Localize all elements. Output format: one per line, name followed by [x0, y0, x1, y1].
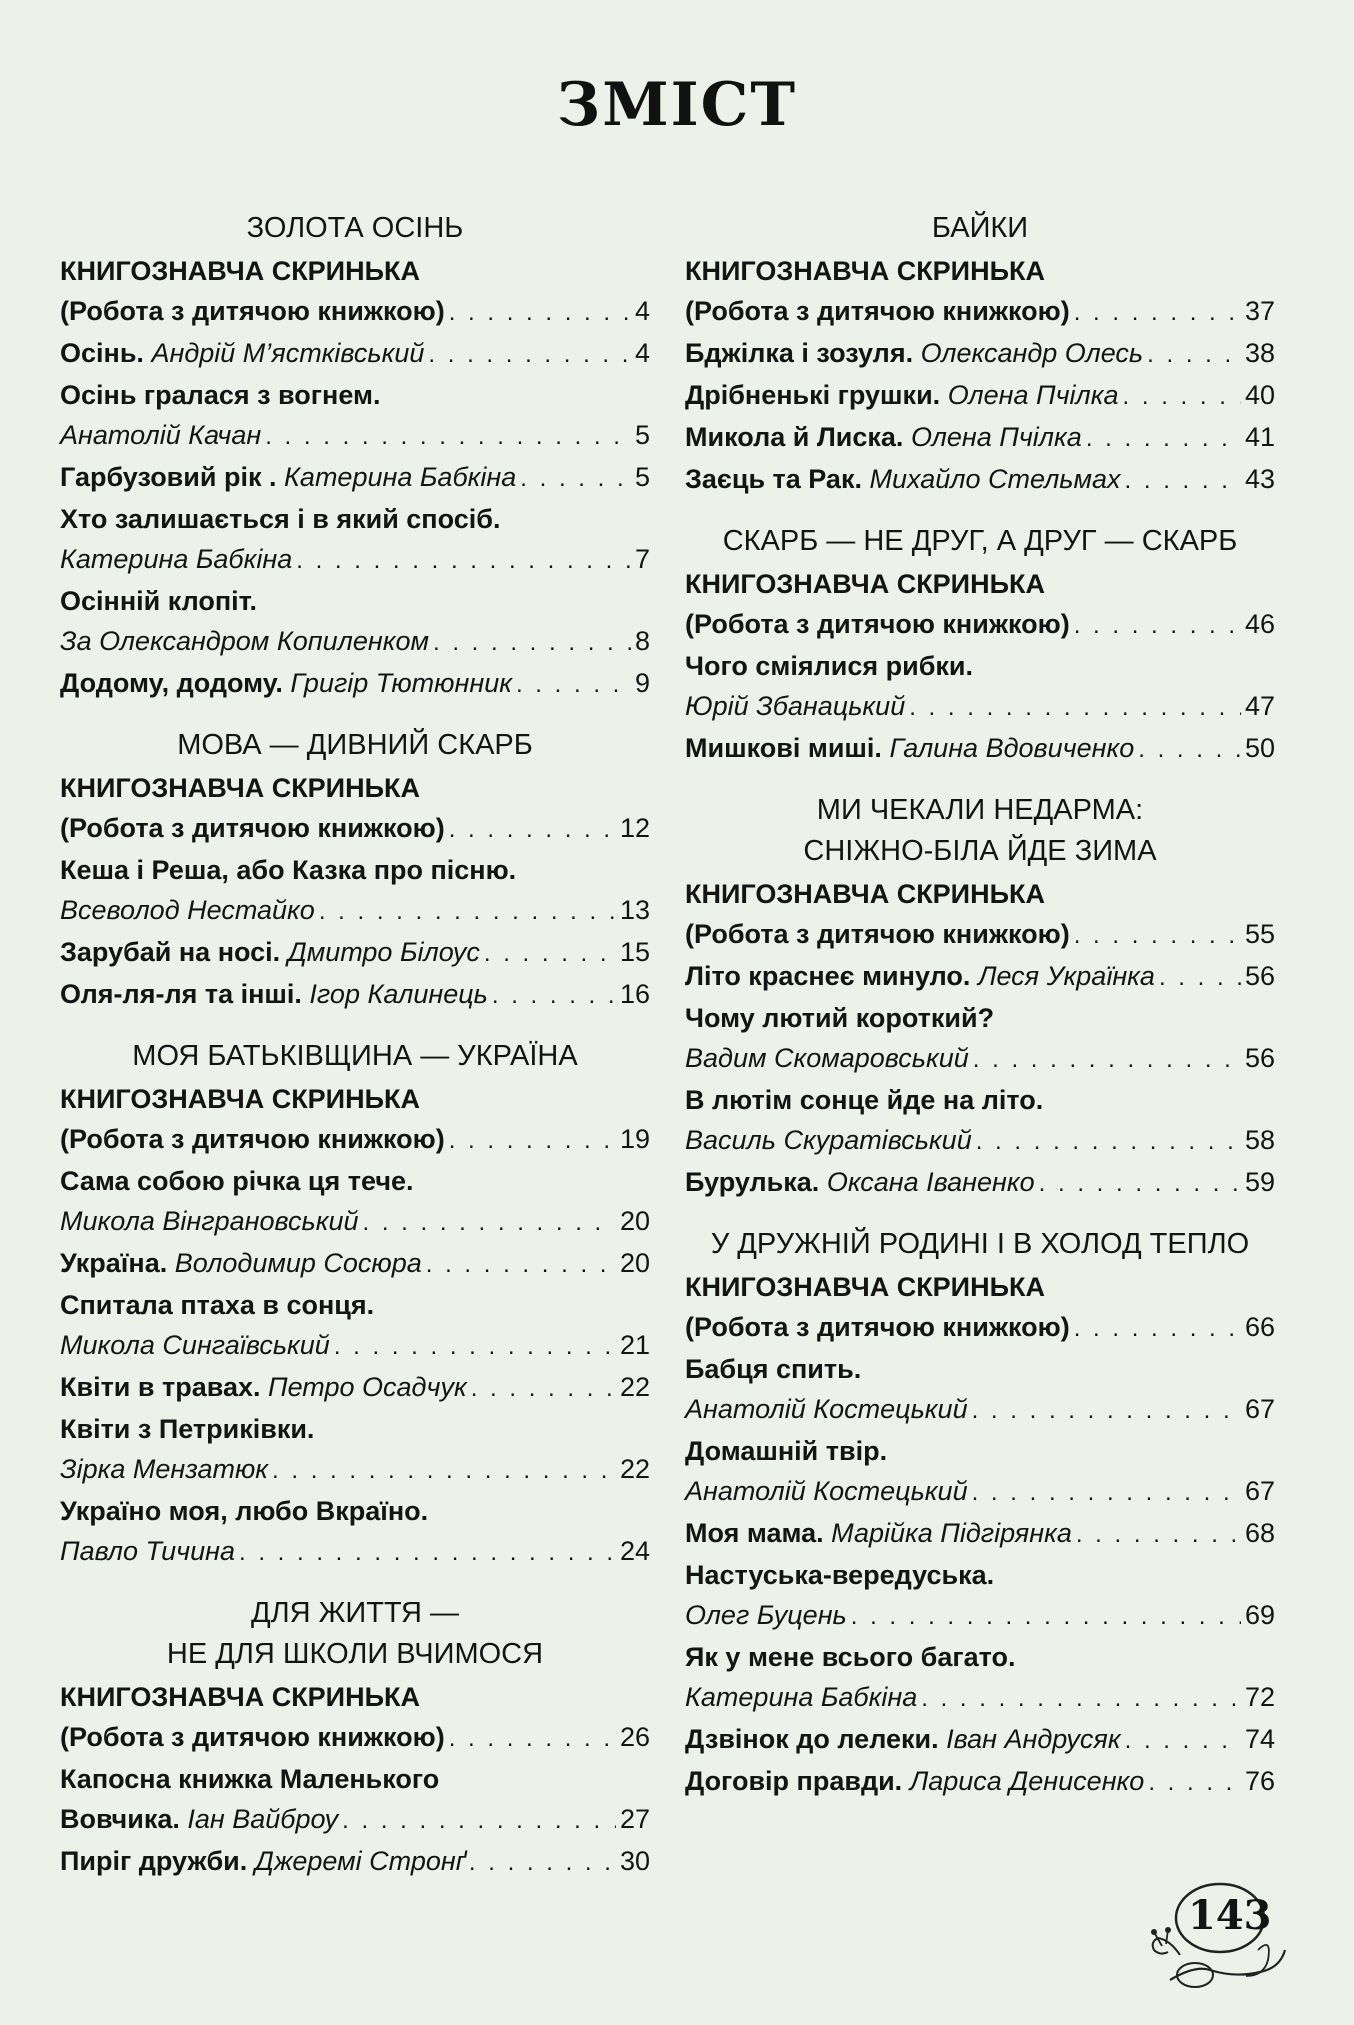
- toc-entry[interactable]: [685, 1677, 1275, 1719]
- entry-title: Хто залишається і в який спосіб.: [60, 504, 501, 534]
- dot-leader: [1074, 916, 1241, 956]
- dot-leader: [428, 335, 631, 375]
- page-number-badge: [1140, 1880, 1300, 2000]
- section-heading: У ДРУЖНІЙ РОДИНІ І В ХОЛОД ТЕПЛО: [710, 1228, 1250, 1260]
- entry-author: Катерина Бабкіна: [685, 1682, 918, 1712]
- entry-page-number: 20: [619, 1206, 650, 1236]
- spacer: [819, 1162, 827, 1202]
- entry-author: Григір Тютюнник: [290, 668, 512, 698]
- entry-author: Зірка Мензатюк: [60, 1454, 269, 1484]
- section-heading: СНІЖНО-БІЛА ЙДЕ ЗИМА: [803, 835, 1157, 867]
- entry-page-number: 55: [1244, 919, 1275, 949]
- entry-author: Юрій Збанацький: [685, 691, 906, 721]
- dot-leader: [976, 1122, 1241, 1162]
- entry-author: Анатолій Качан: [60, 420, 262, 450]
- entry-title: Україно моя, любо Вкраїно.: [60, 1496, 429, 1526]
- entry-title: Чому лютий короткий?: [685, 1003, 995, 1033]
- entry-title: (Робота з дитячою книжкою): [60, 1722, 445, 1752]
- toc-entry[interactable]: [685, 914, 1275, 956]
- toc-entry[interactable]: [60, 291, 650, 333]
- section-heading: МОЯ БАТЬКІВЩИНА — УКРАЇНА: [132, 1040, 578, 1072]
- dot-leader: [469, 1843, 616, 1883]
- page-title: ЗМІСТ: [556, 70, 798, 140]
- entry-title: КНИГОЗНАВЧА СКРИНЬКА: [60, 1682, 420, 1712]
- entry-title: Спитала птаха в сонця.: [60, 1290, 375, 1320]
- page-number: 143: [1188, 1892, 1272, 1939]
- entry-page-number: 74: [1244, 1724, 1275, 1754]
- entry-title: Осінь.: [60, 338, 144, 368]
- entry-page-number: 9: [634, 668, 650, 698]
- dot-leader: [1125, 461, 1241, 501]
- entry-title: Осінь гралася з вогнем.: [60, 380, 381, 410]
- entry-page-number: 37: [1244, 296, 1275, 326]
- dot-leader: [972, 1473, 1241, 1513]
- dot-leader: [449, 293, 631, 333]
- entry-author: Олена Пчілка: [947, 380, 1119, 410]
- toc-entry[interactable]: [685, 1389, 1275, 1431]
- entry-title: Оля-ля-ля та інші.: [60, 979, 302, 1009]
- dot-leader: [1123, 377, 1241, 417]
- toc-entry: [60, 1491, 650, 1531]
- toc-entry[interactable]: [60, 1367, 650, 1409]
- dot-leader: [1138, 730, 1241, 770]
- entry-title: Чого сміялися рибки.: [685, 651, 973, 681]
- toc-entry[interactable]: [685, 1595, 1275, 1637]
- entry-title: Додому, додому.: [60, 668, 283, 698]
- toc-entry[interactable]: [685, 375, 1275, 417]
- entry-title: Бабця спить.: [685, 1354, 862, 1384]
- entry-title: КНИГОЗНАВЧА СКРИНЬКА: [60, 1084, 420, 1114]
- entry-title: Бджілка і зозуля.: [685, 338, 914, 368]
- entry-page-number: 27: [619, 1804, 650, 1834]
- section-heading: МИ ЧЕКАЛИ НЕДАРМА:: [816, 794, 1144, 826]
- entry-title: КНИГОЗНАВЧА СКРИНЬКА: [685, 1272, 1045, 1302]
- dot-leader: [426, 1245, 616, 1285]
- entry-page-number: 68: [1244, 1518, 1275, 1548]
- entry-author: Леся Українка: [977, 961, 1155, 991]
- dot-leader: [471, 1369, 616, 1409]
- toc-entry: [60, 1285, 650, 1325]
- entry-title: Україна.: [60, 1248, 168, 1278]
- dot-leader: [520, 459, 631, 499]
- spacer: [903, 417, 911, 457]
- entry-page-number: 67: [1244, 1476, 1275, 1506]
- entry-author: Катерина Бабкіна: [60, 544, 293, 574]
- entry-title: Кеша і Реша, або Казка про пісню.: [60, 855, 517, 885]
- toc-entry: [685, 564, 1275, 604]
- entry-author: Іан Вайброу: [187, 1804, 339, 1834]
- toc-entry: [685, 1431, 1275, 1471]
- entry-page-number: 41: [1244, 422, 1275, 452]
- dot-leader: [1125, 1721, 1241, 1761]
- dot-leader: [342, 1801, 616, 1841]
- entry-title: КНИГОЗНАВЧА СКРИНЬКА: [60, 773, 420, 803]
- entry-page-number: 22: [619, 1372, 650, 1402]
- toc-entry[interactable]: [60, 663, 650, 705]
- toc-entry[interactable]: [60, 1717, 650, 1759]
- entry-author: Михайло Стельмах: [869, 464, 1121, 494]
- entry-page-number: 46: [1244, 609, 1275, 639]
- toc-entry: [60, 251, 650, 291]
- left-column: [60, 210, 650, 1905]
- toc-entry[interactable]: [60, 1325, 650, 1367]
- toc-entry[interactable]: [60, 621, 650, 663]
- entry-author: Катерина Бабкіна: [284, 462, 517, 492]
- dot-leader: [492, 976, 616, 1016]
- toc-entry: [685, 874, 1275, 914]
- toc-entry[interactable]: [685, 1761, 1275, 1803]
- spacer: [180, 1799, 188, 1839]
- dot-leader: [363, 1203, 616, 1243]
- dot-leader: [1147, 335, 1241, 375]
- entry-author: Іван Андрусяк: [946, 1724, 1121, 1754]
- entry-author: Дмитро Білоус: [287, 937, 480, 967]
- toc-entry[interactable]: [685, 1038, 1275, 1080]
- spacer: [824, 1513, 832, 1553]
- toc-entry[interactable]: [685, 291, 1275, 333]
- toc-entry[interactable]: [685, 1719, 1275, 1761]
- entry-author: Галина Вдовиченко: [889, 733, 1135, 763]
- entry-author: Микола Вінграновський: [60, 1206, 359, 1236]
- entry-title: Як у мене всього багато.: [685, 1642, 1016, 1672]
- entry-page-number: 67: [1244, 1394, 1275, 1424]
- spacer: [970, 956, 978, 996]
- entry-title: Літо краснеє минуло.: [685, 961, 971, 991]
- right-column: [685, 210, 1275, 1825]
- entry-title: Осінній клопіт.: [60, 586, 258, 616]
- spacer: [302, 974, 310, 1014]
- entry-page-number: 59: [1244, 1167, 1275, 1197]
- entry-author: Анатолій Костецький: [685, 1476, 968, 1506]
- spacer: [167, 1243, 175, 1283]
- entry-author: Анатолій Костецький: [685, 1394, 968, 1424]
- spacer: [261, 1367, 269, 1407]
- entry-author: Олег Буцень: [685, 1600, 847, 1630]
- dot-leader: [909, 688, 1241, 728]
- entry-title: Квіти в травах.: [60, 1372, 261, 1402]
- toc-entry: [685, 998, 1275, 1038]
- entry-page-number: 5: [634, 420, 650, 450]
- entry-title: Мишкові миші.: [685, 733, 882, 763]
- entry-title: Капосна книжка Маленького: [60, 1764, 440, 1794]
- toc-section: [685, 792, 1275, 1204]
- entry-page-number: 8: [634, 626, 650, 656]
- toc-entry[interactable]: [685, 1471, 1275, 1513]
- entry-title: КНИГОЗНАВЧА СКРИНЬКА: [60, 256, 420, 286]
- dot-leader: [1074, 1309, 1241, 1349]
- dot-leader: [449, 1719, 616, 1759]
- toc-entry[interactable]: [60, 1531, 650, 1573]
- dot-leader: [1074, 606, 1241, 646]
- spacer: [940, 375, 948, 415]
- entry-page-number: 4: [634, 338, 650, 368]
- toc-entry[interactable]: [60, 1799, 650, 1841]
- dot-leader: [296, 541, 631, 581]
- toc-entry[interactable]: [60, 1201, 650, 1243]
- toc-section: [60, 727, 650, 1016]
- entry-page-number: 69: [1244, 1600, 1275, 1630]
- section-heading: ЗОЛОТА ОСІНЬ: [246, 212, 464, 244]
- toc-entry: [685, 1555, 1275, 1595]
- toc-entry[interactable]: [685, 956, 1275, 998]
- toc-entry[interactable]: [60, 1841, 650, 1883]
- entry-title: (Робота з дитячою книжкою): [60, 813, 445, 843]
- toc-entry: [60, 1409, 650, 1449]
- toc-entry: [60, 581, 650, 621]
- entry-title: Договір правди.: [685, 1766, 903, 1796]
- entry-title: (Робота з дитячою книжкою): [685, 919, 1070, 949]
- entry-author: Василь Скуратівський: [685, 1125, 972, 1155]
- toc-section: [685, 1226, 1275, 1803]
- toc-entry[interactable]: [685, 604, 1275, 646]
- entry-author: Олександр Олесь: [920, 338, 1144, 368]
- toc-entry: [685, 646, 1275, 686]
- spacer: [280, 932, 288, 972]
- dot-leader: [319, 892, 616, 932]
- entry-page-number: 24: [619, 1536, 650, 1566]
- entry-page-number: 66: [1244, 1312, 1275, 1342]
- dot-leader: [265, 417, 631, 457]
- entry-title: В лютім сонце йде на літо.: [685, 1085, 1044, 1115]
- toc-entry[interactable]: [685, 417, 1275, 459]
- toc-entry: [685, 251, 1275, 291]
- toc-entry[interactable]: [60, 539, 650, 581]
- toc-section: [685, 523, 1275, 770]
- entry-page-number: 16: [619, 979, 650, 1009]
- toc-entry[interactable]: [60, 333, 650, 375]
- toc-entry: [60, 768, 650, 808]
- toc-entry[interactable]: [60, 457, 650, 499]
- entry-title: Сама собою річка ця тече.: [60, 1166, 414, 1196]
- section-heading: ДЛЯ ЖИТТЯ —: [250, 1597, 460, 1629]
- dot-leader: [449, 1121, 616, 1161]
- toc-entry[interactable]: [60, 415, 650, 457]
- spacer: [939, 1719, 947, 1759]
- entry-author: Павло Тичина: [60, 1536, 235, 1566]
- entry-title: КНИГОЗНАВЧА СКРИНЬКА: [685, 256, 1045, 286]
- dot-leader: [516, 665, 631, 705]
- toc-entry: [60, 1079, 650, 1119]
- toc-entry: [60, 1161, 650, 1201]
- entry-page-number: 43: [1244, 464, 1275, 494]
- toc-entry: [60, 850, 650, 890]
- entry-title: Заєць та Рак.: [685, 464, 862, 494]
- entry-author: Джеремі Стронґ: [254, 1846, 465, 1876]
- spacer: [247, 1841, 255, 1881]
- entry-author: Олена Пчілка: [910, 422, 1082, 452]
- entry-page-number: 26: [619, 1722, 650, 1752]
- section-heading: МОВА — ДИВНИЙ СКАРБ: [177, 729, 533, 761]
- entry-title: Микола й Лиска.: [685, 422, 904, 452]
- entry-author: Вадим Скомаровський: [685, 1043, 969, 1073]
- entry-page-number: 50: [1244, 733, 1275, 763]
- toc-section: [60, 210, 650, 705]
- spacer: [913, 333, 921, 373]
- dot-leader: [1074, 293, 1241, 333]
- entry-page-number: 12: [619, 813, 650, 843]
- spacer: [882, 728, 890, 768]
- entry-page-number: 4: [634, 296, 650, 326]
- toc-entry[interactable]: [60, 808, 650, 850]
- toc-entry[interactable]: [685, 333, 1275, 375]
- entry-author: Володимир Сосюра: [174, 1248, 422, 1278]
- toc-entry[interactable]: [685, 1120, 1275, 1162]
- entry-title: (Робота з дитячою книжкою): [60, 1124, 445, 1154]
- toc-entry[interactable]: [60, 1243, 650, 1285]
- section-heading: НЕ ДЛЯ ШКОЛИ ВЧИМОСЯ: [166, 1638, 544, 1670]
- spacer: [283, 663, 291, 703]
- toc-entry: [685, 1267, 1275, 1307]
- dot-leader: [1039, 1164, 1241, 1204]
- entry-title: Бурулька.: [685, 1167, 820, 1197]
- dot-leader: [1159, 958, 1241, 998]
- entry-title: Домашній твір.: [685, 1436, 888, 1466]
- dot-leader: [334, 1327, 616, 1367]
- entry-title: Зарубай на носі.: [60, 937, 281, 967]
- dot-leader: [272, 1451, 616, 1491]
- dot-leader: [449, 810, 616, 850]
- entry-title: (Робота з дитячою книжкою): [685, 296, 1070, 326]
- entry-title: КНИГОЗНАВЧА СКРИНЬКА: [685, 569, 1045, 599]
- entry-author: Всеволод Нестайко: [60, 895, 315, 925]
- entry-page-number: 72: [1244, 1682, 1275, 1712]
- entry-title: Дрібненькі грушки.: [685, 380, 941, 410]
- entry-title: (Робота з дитячою книжкою): [60, 296, 445, 326]
- toc-entry: [685, 1637, 1275, 1677]
- toc-entry[interactable]: [60, 1449, 650, 1491]
- entry-title: Пиріг дружби.: [60, 1846, 248, 1876]
- entry-author: Лариса Денисенко: [909, 1766, 1145, 1796]
- entry-title: Настуська-вередуська.: [685, 1560, 995, 1590]
- dot-leader: [433, 623, 631, 663]
- toc-entry[interactable]: [685, 686, 1275, 728]
- dot-leader: [851, 1597, 1241, 1637]
- spacer: [277, 457, 285, 497]
- entry-page-number: 58: [1244, 1125, 1275, 1155]
- toc-entry[interactable]: [685, 459, 1275, 501]
- toc-entry[interactable]: [60, 1119, 650, 1161]
- dot-leader: [1076, 1515, 1241, 1555]
- section-heading: БАЙКИ: [931, 212, 1029, 244]
- entry-page-number: 22: [619, 1454, 650, 1484]
- entry-page-number: 47: [1244, 691, 1275, 721]
- dot-leader: [973, 1040, 1241, 1080]
- entry-page-number: 40: [1244, 380, 1275, 410]
- entry-author: За Олександром Копиленком: [60, 626, 429, 656]
- entry-title: Дзвінок до лелеки.: [685, 1724, 939, 1754]
- toc-section: [60, 1595, 650, 1883]
- toc-entry[interactable]: [60, 974, 650, 1016]
- toc-entry[interactable]: [685, 1162, 1275, 1204]
- entry-page-number: 15: [619, 937, 650, 967]
- dot-leader: [921, 1679, 1241, 1719]
- entry-title: Вовчика.: [60, 1804, 180, 1834]
- toc-section: [60, 1038, 650, 1573]
- entry-page-number: 5: [634, 462, 650, 492]
- entry-page-number: 56: [1244, 1043, 1275, 1073]
- entry-page-number: 7: [634, 544, 650, 574]
- entry-author: Андрій М’ястківський: [151, 338, 425, 368]
- entry-author: Микола Сингаївський: [60, 1330, 330, 1360]
- entry-title: Гарбузовий рік .: [60, 462, 277, 492]
- entry-author: Оксана Іваненко: [826, 1167, 1035, 1197]
- dot-leader: [1148, 1763, 1241, 1803]
- entry-author: Петро Осадчук: [268, 1372, 467, 1402]
- toc-entry[interactable]: [60, 932, 650, 974]
- entry-page-number: 30: [619, 1846, 650, 1876]
- entry-page-number: 19: [619, 1124, 650, 1154]
- toc-entry[interactable]: [60, 890, 650, 932]
- dot-leader: [972, 1391, 1241, 1431]
- toc-entry: [685, 1080, 1275, 1120]
- entry-title: Моя мама.: [685, 1518, 824, 1548]
- toc-entry: [685, 1349, 1275, 1389]
- entry-title: (Робота з дитячою книжкою): [685, 1312, 1070, 1342]
- entry-page-number: 20: [619, 1248, 650, 1278]
- toc-entry[interactable]: [685, 1513, 1275, 1555]
- entry-title: Квіти з Петриківки.: [60, 1414, 315, 1444]
- entry-page-number: 76: [1244, 1766, 1275, 1796]
- spacer: [862, 459, 870, 499]
- toc-entry: [60, 1759, 650, 1799]
- spacer: [902, 1761, 910, 1801]
- dot-leader: [1086, 419, 1241, 459]
- entry-author: Ігор Калинець: [309, 979, 488, 1009]
- entry-page-number: 56: [1244, 961, 1275, 991]
- toc-section: [685, 210, 1275, 501]
- section-heading: СКАРБ — НЕ ДРУГ, А ДРУГ — СКАРБ: [722, 525, 1238, 557]
- entry-page-number: 13: [619, 895, 650, 925]
- toc-entry: [60, 1677, 650, 1717]
- toc-entry: [60, 499, 650, 539]
- toc-entry[interactable]: [685, 728, 1275, 770]
- toc-entry: [60, 375, 650, 415]
- entry-author: Марійка Підгірянка: [831, 1518, 1072, 1548]
- entry-title: (Робота з дитячою книжкою): [685, 609, 1070, 639]
- dot-leader: [484, 934, 616, 974]
- entry-page-number: 21: [619, 1330, 650, 1360]
- entry-title: КНИГОЗНАВЧА СКРИНЬКА: [685, 879, 1045, 909]
- toc-entry[interactable]: [685, 1307, 1275, 1349]
- dot-leader: [239, 1533, 616, 1573]
- entry-page-number: 38: [1244, 338, 1275, 368]
